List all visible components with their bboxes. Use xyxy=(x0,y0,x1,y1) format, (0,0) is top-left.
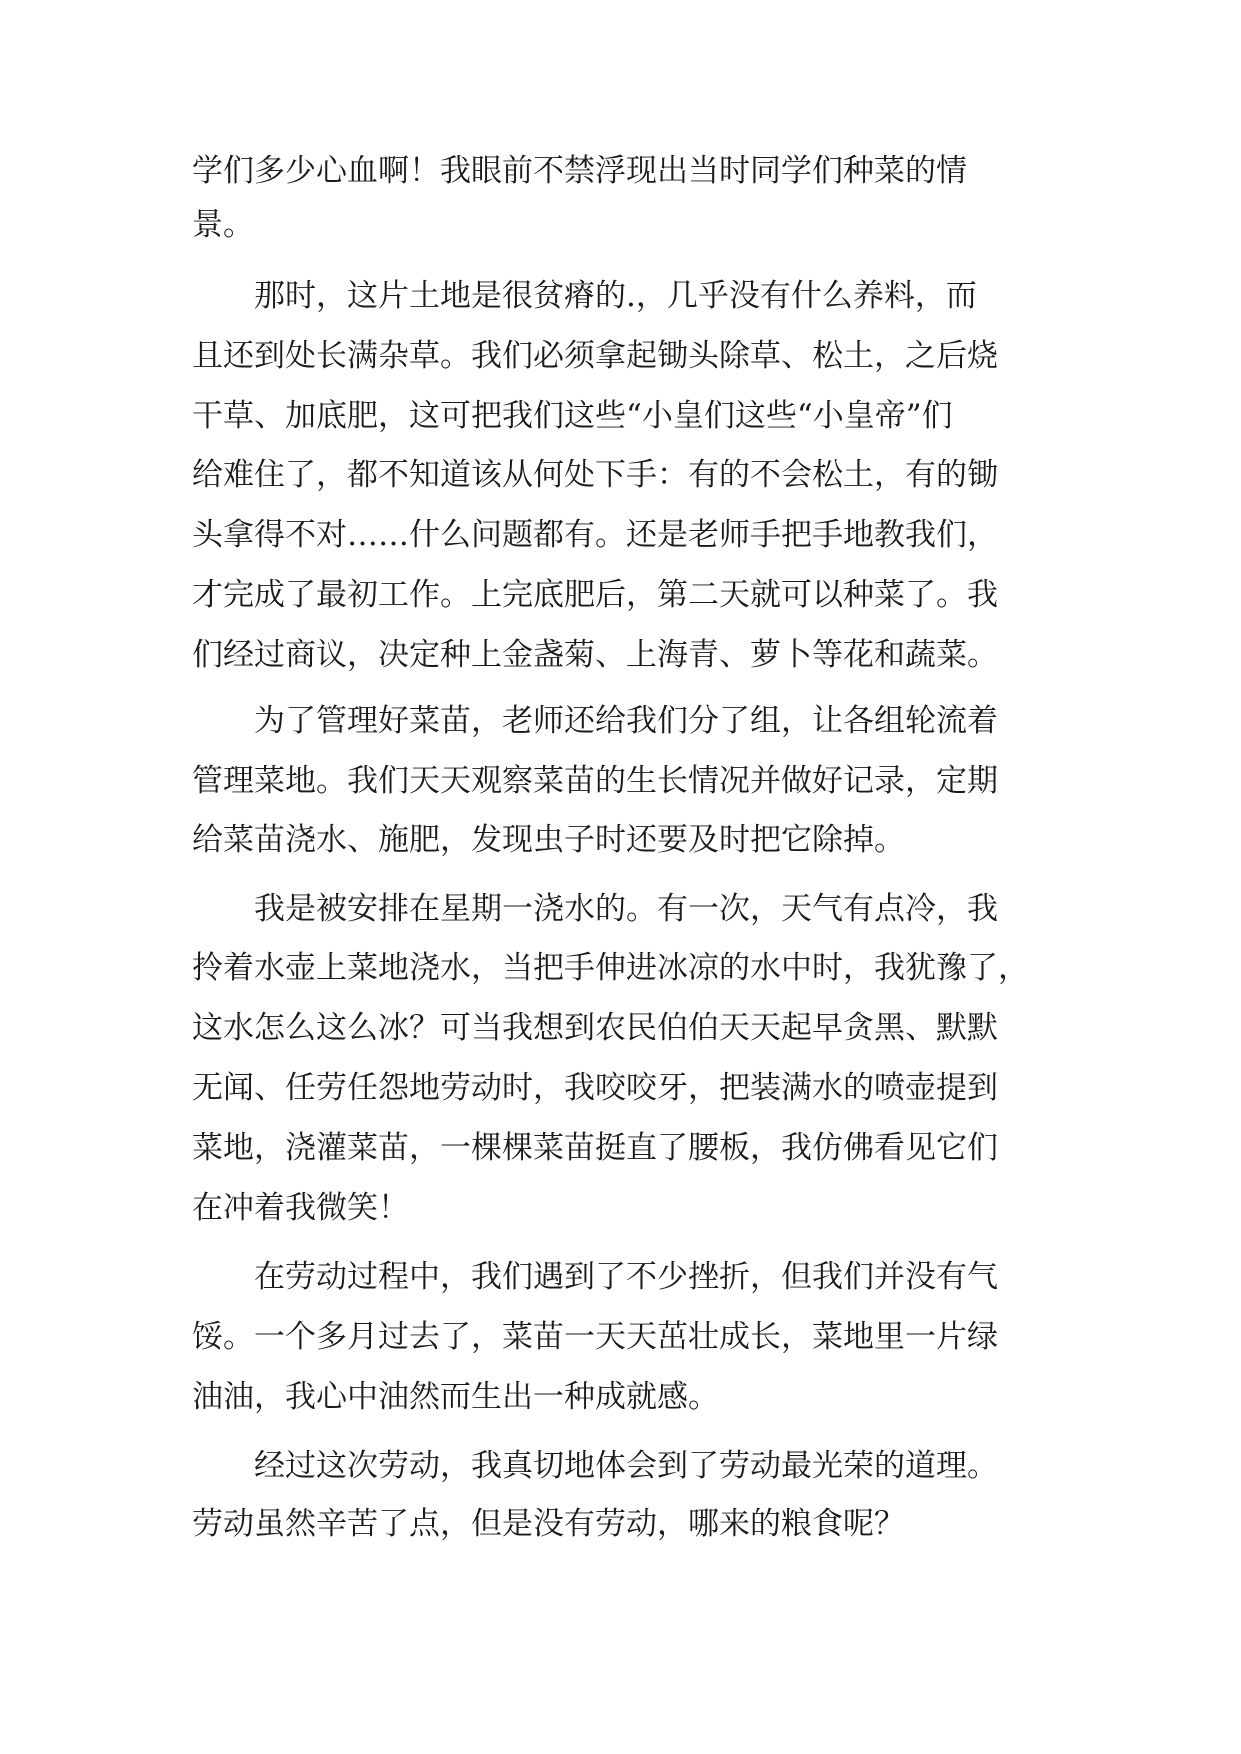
paragraph-first-line: 经过这次劳动，我真切地体会到了劳动最光荣的道理。 xyxy=(254,1448,998,1484)
paragraph-first-line: 我是被安排在星期一浇水的。有一次，天气有点冷，我 xyxy=(254,891,998,927)
text-line: 管理菜地。我们天天观察菜苗的生长情况并做好记录，定期 xyxy=(192,763,998,799)
text-line: 拎着水壶上菜地浇水，当把手伸进冰凉的水中时，我犹豫了， xyxy=(192,950,1029,986)
text-line: 干草、加底肥，这可把我们这些“小皇们这些“小皇帝”们 xyxy=(192,398,953,434)
text-line: 景。 xyxy=(192,207,254,243)
text-line: 给难住了，都不知道该从何处下手：有的不会松土，有的锄 xyxy=(192,457,998,493)
text-line: 无闻、任劳任怨地劳动时，我咬咬牙，把装满水的喷壶提到 xyxy=(192,1070,998,1106)
text-line: 且还到处长满杂草。我们必须拿起锄头除草、松土，之后烧 xyxy=(192,338,998,374)
text-line: 这水怎么这么冰？可当我想到农民伯伯天天起早贪黑、默默 xyxy=(192,1010,998,1046)
paragraph-first-line: 那时，这片土地是很贫瘠的.，几乎没有什么养料，而 xyxy=(254,278,977,314)
text-line: 在冲着我微笑！ xyxy=(192,1190,409,1226)
text-line: 们经过商议，决定种上金盏菊、上海青、萝卜等花和蔬菜。 xyxy=(192,637,998,673)
paragraph-first-line: 为了管理好菜苗，老师还给我们分了组，让各组轮流着 xyxy=(254,703,998,739)
text-line: 菜地，浇灌菜苗，一棵棵菜苗挺直了腰板，我仿佛看见它们 xyxy=(192,1130,998,1166)
paragraph-first-line: 在劳动过程中，我们遇到了不少挫折，但我们并没有气 xyxy=(254,1259,998,1295)
text-line: 头拿得不对……什么问题都有。还是老师手把手地教我们， xyxy=(192,517,998,553)
text-line: 油油，我心中油然而生出一种成就感。 xyxy=(192,1379,719,1415)
text-line: 学们多少心血啊！我眼前不禁浮现出当时同学们种菜的情 xyxy=(192,153,967,189)
text-line: 才完成了最初工作。上完底肥后，第二天就可以种菜了。我 xyxy=(192,577,998,613)
text-line: 馁。一个多月过去了，菜苗一天天茁壮成长，菜地里一片绿 xyxy=(192,1319,998,1355)
text-line: 给菜苗浇水、施肥，发现虫子时还要及时把它除掉。 xyxy=(192,822,905,858)
text-line: 劳动虽然辛苦了点，但是没有劳动，哪来的粮食呢？ xyxy=(192,1506,905,1542)
